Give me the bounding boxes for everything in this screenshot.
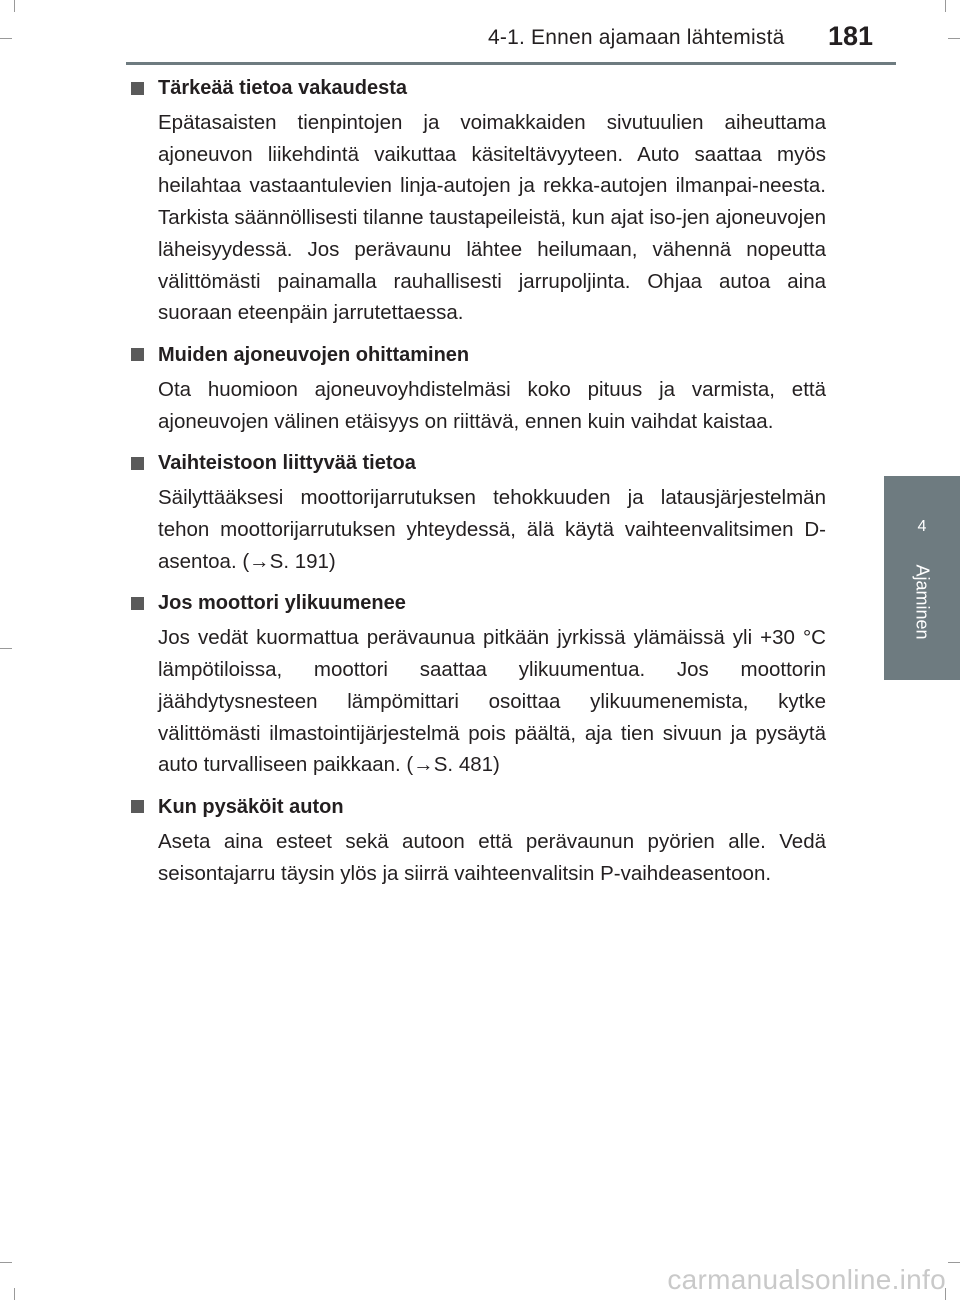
crop-mark bbox=[0, 38, 12, 39]
section-heading bbox=[126, 792, 826, 822]
crop-mark bbox=[948, 1262, 960, 1263]
page-content bbox=[126, 73, 826, 900]
section-heading bbox=[126, 588, 826, 618]
crop-mark bbox=[948, 38, 960, 39]
section-heading bbox=[126, 448, 826, 478]
square-bullet-icon bbox=[131, 457, 144, 470]
section-heading-text: Jos moottori ylikuumenee bbox=[158, 592, 406, 615]
section-parking bbox=[126, 792, 826, 889]
section-body: Ota huomioon ajoneuvoyhdistelmäsi koko pituus ja varmista, että ajoneuvojen välinen etäisyys on riittävä, ennen kuin vaihdat kaistaa. bbox=[158, 377, 826, 433]
section-heading-text: Kun pysäköit auton bbox=[158, 795, 344, 818]
section-stability bbox=[126, 73, 826, 329]
section-heading-text: Muiden ajoneuvojen ohittaminen bbox=[158, 343, 470, 366]
crop-mark bbox=[0, 1262, 12, 1263]
chapter-tab bbox=[884, 476, 960, 680]
section-body: Aseta aina esteet sekä autoon että perävaunun pyörien alle. Vedä seisontajarru täysin ylös ja siirrä vaihteenvalitsin P-vaihdeasentoon. bbox=[158, 829, 826, 885]
section-heading bbox=[126, 340, 826, 370]
section-body: Jos vedät kuormattua perävaunua pitkään jyrkissä ylämäissä yli +30 °C lämpötiloissa, moottori saattaa ylikuumentua. Jos moottorin jäähdytysnesteen lämpömittari osoittaa ylikuumenemista, kytke välittömästi ilmastointijärjestelmä pois päältä, aja tien sivuun ja pysäytä auto turvalliseen paikkaan. (→S. 481) bbox=[158, 626, 826, 777]
chapter-number: 4 bbox=[917, 518, 927, 535]
square-bullet-icon bbox=[131, 82, 144, 95]
section-overheating bbox=[126, 588, 826, 781]
section-heading bbox=[126, 73, 826, 103]
square-bullet-icon bbox=[131, 348, 144, 361]
chapter-title: Ajaminen bbox=[912, 564, 933, 640]
section-body: Epätasaisten tienpintojen ja voimakkaiden sivutuulien aiheuttama ajoneuvon liikehdintä vaikuttaa käsiteltävyyteen. Auto saattaa myös heilahtaa vastaantulevien linja-autojen ja rekka-autojen ilmanpai-neesta. Tarkista säännöllisesti tilanne taustapeileistä, kun ajat iso-jen ajoneuvojen läheisyydessä. Jos perävaunu lähtee heilumaan, vähennä nopeutta välittömästi painamalla rauhallisesti jarrupoljinta. Ohjaa autoa aina suoraan eteenpäin jarrutettaessa. bbox=[158, 111, 826, 325]
section-transmission bbox=[126, 448, 826, 577]
crop-mark bbox=[945, 0, 946, 12]
square-bullet-icon bbox=[131, 597, 144, 610]
square-bullet-icon bbox=[131, 800, 144, 813]
page-number: 181 bbox=[828, 21, 874, 51]
crop-mark bbox=[0, 648, 12, 649]
header-rule bbox=[126, 62, 896, 65]
crop-mark bbox=[14, 1288, 15, 1300]
section-body: Säilyttääksesi moottorijarrutuksen tehokkuuden ja latausjärjestelmän tehon moottorijarrutuksen yhteydessä, älä käytä vaihteenvalitsimen D-asentoa. (→S. 191) bbox=[158, 486, 826, 573]
watermark: carmanualsonline.info bbox=[667, 1264, 946, 1295]
running-header-section: 4-1. Ennen ajamaan lähtemistä bbox=[488, 26, 785, 49]
section-heading-text: Vaihteistoon liittyvää tietoa bbox=[158, 452, 416, 475]
crop-mark bbox=[14, 0, 15, 12]
section-overtaking bbox=[126, 340, 826, 437]
section-heading-text: Tärkeää tietoa vakaudesta bbox=[158, 77, 408, 99]
